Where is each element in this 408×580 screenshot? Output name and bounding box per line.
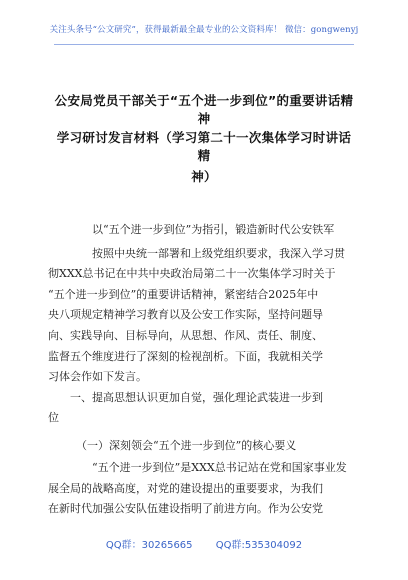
body-text-2 (48, 458, 360, 520)
body-line: 央八项规定精神学习教育以及公安工作实际，坚持问题导 (48, 308, 323, 322)
body-line: 展全局的战略高度，对党的建设提出的重要要求，为我们 (48, 481, 323, 495)
footer (0, 536, 408, 551)
body-text (48, 220, 360, 429)
section-heading: 一、提高思想认识更加自觉，强化理论武装进一步到 (70, 390, 323, 404)
document-title-line-2: 学习研讨发言材料（学习第二十一次集体学习时讲话精 (56, 130, 352, 163)
body-line: 向、实践导向、目标导向，从思想、作风、责任、制度、 (48, 328, 323, 342)
body-line: 在新时代加强公安队伍建设指明了前进方向。作为公安党 (48, 502, 323, 516)
document-title-line-3: 神） (191, 169, 217, 184)
body-line: 彻XXX总书记在中共中央政治局第二十一次集体学习时关于 (48, 267, 336, 281)
body-line: “五个进一步到位”的重要讲话精神，紧密结合2025年中 (48, 287, 319, 301)
body-line: 以“五个进一步到位”为指引，锻造新时代公安铁军 (92, 223, 335, 236)
footer-qq-1: QQ群：30265665 (105, 540, 193, 551)
body-line: 按照中央统一部署和上级党组织要求，我深入学习贯 (92, 246, 345, 260)
document-title-line-1: 公安局党员干部关于“五个进一步到位”的重要讲话精神 (54, 93, 354, 126)
body-line: “五个进一步到位”是XXX总书记站在党和国家事业发 (92, 461, 347, 474)
top-banner: 关注头条号“公文研究”，获得最新最全最专业的公文资料库！ 微信：gongwenyj (49, 25, 359, 35)
section-heading-cont: 位 (48, 411, 59, 425)
subheading: （一）深刻领会“五个进一步到位”的核心要义 (76, 439, 297, 452)
banner-divider (54, 44, 354, 45)
body-line: 监督五个维度进行了深刻的检视剖析。下面，我就相关学 (48, 349, 323, 363)
body-line: 习体会作如下发言。 (48, 370, 147, 384)
footer-qq-2: QQ群:535304092 (215, 540, 303, 551)
